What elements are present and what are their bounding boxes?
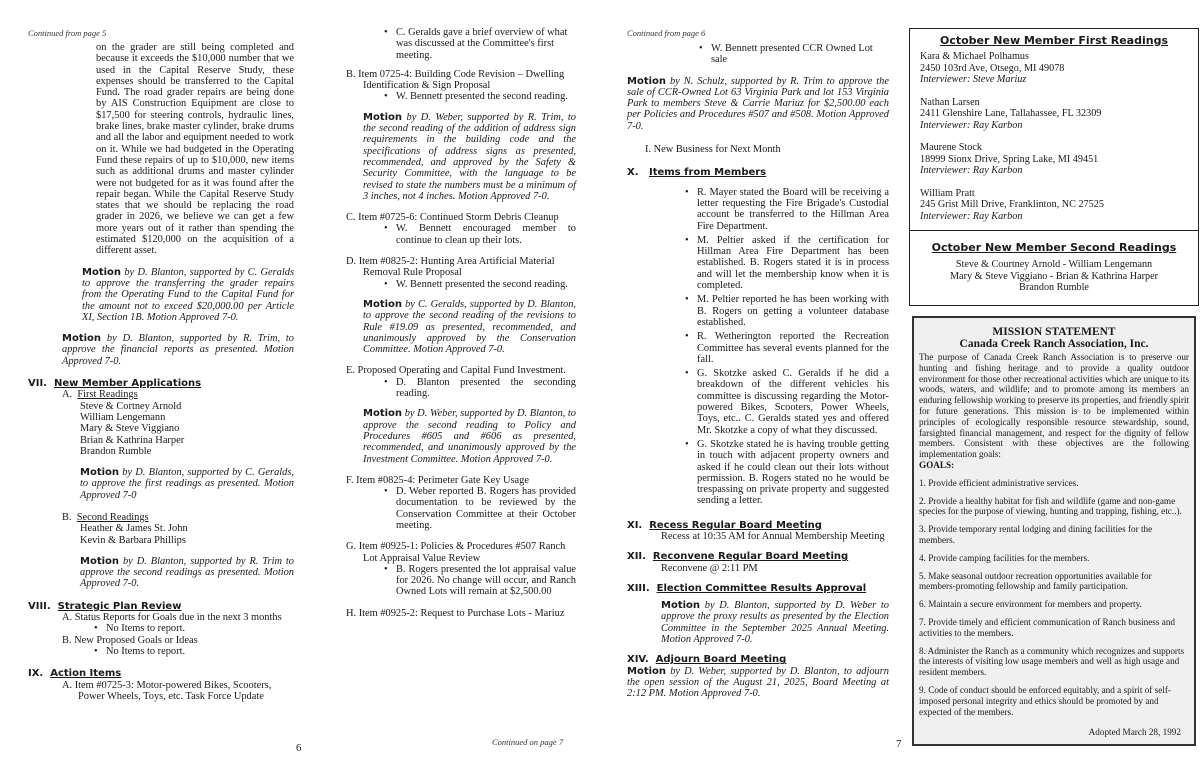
motion-grader: Motion by D. Blanton, supported by C. Geralds to approve the transferring the grader repairs from the Operating Fund to the Capital Fund for the amount not to exceed $20,000.00 per Article XI, Section 1B. Motion Approved 7-0. — [82, 266, 294, 323]
bullet-item: • W. Bennett presented CCR Owned Lot sale — [695, 43, 889, 66]
item-e: E. Proposed Operating and Capital Fund Investment. — [346, 365, 566, 377]
list-item: William Lengemann — [80, 411, 166, 423]
motion-lot-sale: Motion by N. Schulz, supported by R. Trim to approve the sale of CCR-Owned Lot 63 Virginia Park and lot 153 Virginia Park to members Steve & Carrie Mariuz for $2,500.00 each per Policies and Procedures #507 and #508. Motion Approved 7-0. — [627, 75, 889, 132]
list-item: William Pratt 245 Grist Mill Drive, Franklinton, NC 27525 Interviewer: Ray Karbon — [920, 187, 1104, 222]
list-item: Brandon Rumble — [80, 445, 152, 457]
first-readings-heading: A. First Readings — [62, 389, 138, 401]
goal-item: 6. Maintain a secure environment for members and property. — [919, 599, 1142, 610]
list-item: Mary & Steve Viggiano — [80, 423, 180, 435]
goal-item: 7. Provide timely and efficient communication of Ranch business and activities to the members. — [919, 616, 1176, 638]
motion-item-d: Motion by C. Geralds, supported by D. Blanton, to approve the second reading of the revisions to Rule #19.09 as presented, recommended, and unanimously approved by the Conservation Committee. Motion Approved 7-0. — [363, 298, 576, 356]
motion-label: Motion — [661, 600, 701, 612]
section-xii-heading: XII. Reconvene Regular Board Meeting — [627, 551, 849, 563]
list-item: • G. Skotzke asked C. Geralds if he did a breakdown of the different vehicles his committee is discussing regarding the Motor-powered Bikes, Scooters, Power Wheels, Toys, etc.. C. Geralds stated yes and offered Mr. Skotzke a copy of what they discussed. — [681, 368, 889, 436]
list-item: • M. Peltier reported he has been working with B. Rogers on getting a volunteer database established. — [681, 294, 889, 328]
reconvene-text: Reconvene @ 2:11 PM — [661, 562, 758, 574]
list-item: Steve & Cortney Arnold — [80, 400, 182, 412]
mission-intro: The purpose of Canada Creek Ranch Association is to preserve our hunting and fishing heritage and to provide a quality outdoor environment for those other recreational activities which are unique to its woods, waters, and wildlife; and to promote among its members an enduring fellowship working to preserve its properties, and friendly spirit for future generations. This mission is to be implemented within principles of ecologically responsible resource stewardship, sound, farsighted financial management, and respect for the dignity of fellow members. Consistent with these objectives are the following implementation goals: — [919, 352, 1189, 460]
motion-label: Motion — [627, 75, 667, 87]
bullet-item: • No Items to report. — [90, 646, 294, 657]
first-readings-box-title: October New Member First Readings — [940, 34, 1168, 47]
section-ix-heading: IX. Action Items — [28, 668, 122, 680]
goal-item: 1. Provide efficient administrative services. — [919, 477, 1079, 488]
proposed-goals-item: B. New Proposed Goals or Ideas — [62, 634, 198, 646]
first-readings-list — [80, 401, 294, 457]
goal-item: 5. Make seasonal outdoor recreation opportunities available for members-promoting fellowship and family participation. — [919, 570, 1152, 592]
item-b: B. Item 0725-4: Building Code Revision – Dwelling Identification & Sign Proposal — [346, 68, 565, 92]
bullet-item: • C. Geralds gave a brief overview of what was discussed at the Committee's first meeting. — [380, 27, 576, 61]
bullet-item: • D. Blanton presented the seconding reading. — [380, 377, 576, 400]
section-viii-heading: VIII. Strategic Plan Review — [28, 600, 182, 612]
list-item: Nathan Larsen 2411 Glenshire Lane, Tallahassee, FL 32309 Interviewer: Ray Karbon — [920, 96, 1102, 131]
box-divider — [910, 230, 1198, 231]
goal-item: 9. Code of conduct should be enforced equitably, and a spirit of self-imposed personal integrity and ethics should be promoted by and expected of the members. — [919, 684, 1171, 717]
left-column-a — [28, 42, 294, 702]
bullet-item: • No Items to report. — [90, 623, 294, 634]
page-number: 6 — [296, 742, 302, 754]
motion-label: Motion — [82, 266, 122, 278]
goal-item: 2. Provide a healthy habitat for fish and wildlife (game and non-game species for the purpose of viewing, hunting and trapping, fishing, etc..). — [919, 495, 1182, 517]
list-item: Kara & Michael Polhamus 2450 103rd Ave, Otsego, MI 49078 Interviewer: Steve Mariuz — [920, 51, 1065, 85]
action-item-a: A. Item #0725-3: Motor-powered Bikes, Scooters, Power Wheels, Toys, etc. Task Force Update — [62, 679, 272, 702]
motion-label: Motion — [80, 467, 120, 479]
bullet-item: • W. Bennett presented the second reading. — [380, 91, 576, 102]
item-d: D. Item #0825-2: Hunting Area Artificial Material Removal Rule Proposal — [346, 256, 555, 279]
bullet-item: • D. Weber reported B. Rogers has provided documentation to be reviewed by the Conservation Committee at their October meeting. — [380, 486, 576, 531]
motion-label: Motion — [62, 333, 102, 345]
item-f: F. Item #0825-4: Perimeter Gate Key Usage — [346, 474, 529, 486]
item-c: C. Item #0725-6: Continued Storm Debris Cleanup — [346, 212, 559, 224]
second-readings-heading: B. Second Readings — [62, 511, 149, 523]
item-g: G. Item #0925-1: Policies & Procedures #507 Ranch Lot Appraisal Value Review — [346, 541, 566, 564]
mission-subtitle: Canada Creek Ranch Association, Inc. — [959, 338, 1149, 350]
adopted-date: Adopted March 28, 1992 — [1088, 727, 1181, 738]
motion-label: Motion — [363, 408, 403, 420]
goal-item: 8. Administer the Ranch as a community which recognizes and supports the interests of visiting low usage members and well as high usage and resident members. — [919, 645, 1185, 678]
motion-item-e: Motion by D. Weber, supported by D. Blanton, to approve the second reading to Policy and Procedures #605 and #606 as presented, recommended, and unanimously approved by the Investment Committee. Motion Approved 7-0. — [363, 408, 576, 465]
bullet-item: • W. Bennett encouraged member to continue to clean up their lots. — [380, 223, 576, 246]
left-column-b — [346, 27, 576, 619]
section-xiii-heading: XIII. Election Committee Results Approval — [627, 582, 867, 594]
motion-second-readings: Motion by D. Blanton, supported by R. Trim to approve the second readings as presented. Motion Approved 7-0. — [80, 555, 294, 590]
right-column-c — [627, 43, 889, 700]
section-xi-heading: XI. Recess Regular Board Meeting — [627, 519, 822, 531]
october-readings-box — [909, 28, 1199, 306]
list-item: • R. Wetherington reported the Recreation Committee has several events planned for the fall. — [681, 331, 889, 365]
continued-on-label: Continued on page 7 — [492, 737, 564, 747]
list-item: • G. Skotzke stated he is having trouble getting in touch with adjacent property owners and asked if he could clean out their lots without permission. B. Rogers stated no he would be trespassing on private property and suggested sending a letter. — [681, 439, 889, 507]
motion-financial: Motion by D. Blanton, supported by R. Trim, to approve the financial reports as presented. Motion Approved 7-0. — [62, 333, 294, 367]
item-h: H. Item #0925-2: Request to Purchase Lots - Mariuz — [346, 607, 565, 619]
motion-item-b: Motion by D. Weber, supported by R. Trim, to the second reading of the addition of address sign requirements in the building code and the specifications of address signs as presented, recommended, and approved by the Safety & Security Committee, with the language to be revised to state the numbers must be a minimum of 3 inches, not 4 inches. Motion Approved 7-0. — [363, 111, 576, 202]
goal-item: 3. Provide temporary rental lodging and dining facilities for the members. — [919, 524, 1153, 545]
list-item: • M. Peltier asked if the certification for Hillman Area Fire Department has been established. B. Rogers stated it is in process and will let the membership know when it is completed. — [681, 235, 889, 291]
section-xiv-heading: XIV. Adjourn Board Meeting — [627, 654, 787, 666]
motion-adjourn: Motion by D. Weber, supported by D. Blanton, to adjourn the open session of the August 21, 2025, Board Meeting at 2:12 PM. Motion Approved 7-0. — [627, 665, 889, 700]
motion-label: Motion — [363, 111, 403, 123]
status-reports-item: A. Status Reports for Goals due in the next 3 months — [62, 612, 282, 624]
goal-item: 4. Provide camping facilities for the members. — [919, 552, 1090, 563]
motion-first-readings: Motion by D. Blanton, supported by C. Geralds, to approve the first readings as presented. Motion Approved 7-0 — [80, 467, 294, 501]
first-readings-entries — [910, 51, 1198, 222]
bullet-item: • B. Rogers presented the lot appraisal value for 2026. No change will occur, and Ranch Owned Lots will remain at $2,500.00 — [380, 564, 576, 598]
second-readings-box-title: October New Member Second Readings — [931, 241, 1177, 254]
second-readings-list — [80, 523, 294, 546]
recess-text: Recess at 10:35 AM for Annual Membership Meeting — [661, 530, 885, 542]
section-vii-heading: VII. New Member Applications — [28, 378, 202, 390]
item-i: I. New Business for Next Month — [645, 144, 781, 156]
goals-label: GOALS: — [919, 459, 955, 470]
list-item: • R. Mayer stated the Board will be receiving a letter requesting the Fire Brigade's Custodial account be transferred to the Hillman Area Fire Department. — [681, 187, 889, 232]
section-x-heading: X. Items from Members — [627, 167, 767, 179]
mission-statement-box — [912, 316, 1196, 746]
bullet-item: • W. Bennett presented the second reading. — [380, 279, 576, 290]
continued-from-label: Continued from page 6 — [627, 28, 706, 38]
motion-label: Motion — [80, 555, 120, 567]
member-items-list — [697, 187, 889, 507]
motion-election: Motion by D. Blanton, supported by D. Weber to approve the proxy results as presented by the Election Committee in the September 2025 Annual Meeting. Motion Approved 7-0. — [661, 600, 889, 646]
motion-label: Motion — [627, 665, 667, 677]
list-item: Brian & Kathrina Harper — [80, 434, 185, 446]
page-number: 7 — [896, 738, 902, 750]
second-readings-entries: Steve & Courtney Arnold - William Lengemann Mary & Steve Viggiano - Brian & Kathrina Harper Brandon Rumble — [950, 259, 1158, 293]
mission-title: MISSION STATEMENT — [992, 326, 1116, 338]
continued-from-label: Continued from page 5 — [28, 28, 107, 38]
list-item: Heather & James St. John — [80, 523, 188, 535]
list-item: Kevin & Barbara Phillips — [80, 534, 186, 546]
grader-paragraph: on the grader are still being completed and because it exceeds the $10,000 number that we used in the Capital Reserve Study, these expenses should be transferred to the Capital Fund. The road grader repairs are being done by AIS Construction Equipment are close to $17,500 for steering controls, hydraulic lines, brake lines, brake master cylinder, brake drums and all the labor and equipment needed to work on it. While we had budgeted in the Operating Fund these repairs of up to $10,000, new items such as additional drums and master cylinder were not budgeted for as it was found after the repair began. While the Capital Reserve Study states that we should be replacing the road grader in 2026, we believe we can get a few more years out of it rather than spending the estimated $120,000 on the acquisition of a different asset. — [96, 42, 294, 257]
motion-label: Motion — [363, 298, 403, 310]
list-item: Maurene Stock 18999 Sionx Drive, Spring Lake, MI 49451 Interviewer: Ray Karbon — [920, 142, 1099, 176]
